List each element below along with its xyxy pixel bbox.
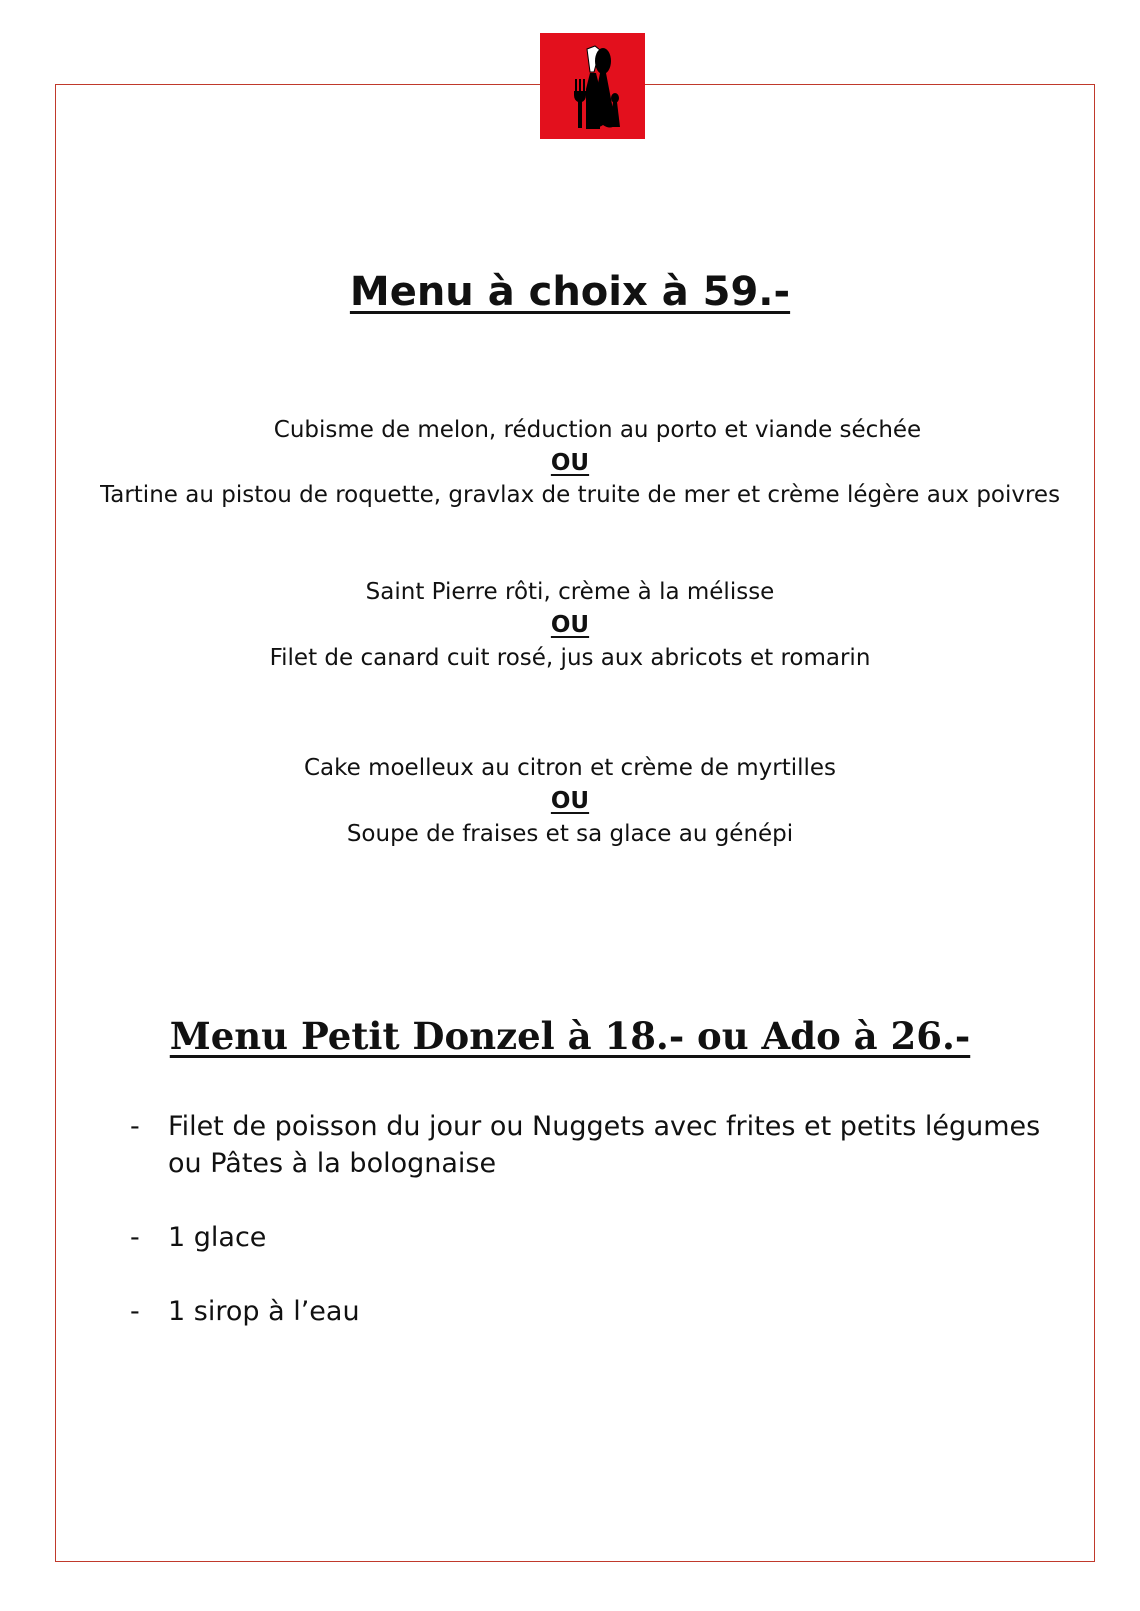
list-item (130, 1219, 1060, 1256)
dessert-separator: OU (550, 788, 590, 814)
starter-option-2: Tartine au pistou de roquette, gravlax de truite de mer et crème légère aux poivres (100, 482, 1061, 508)
bullet-dash: - (130, 1222, 140, 1253)
cutlery-icon (540, 33, 645, 139)
dessert-option-2: Soupe de fraises et sa glace au génépi (346, 821, 794, 847)
list-item-text: Filet de poisson du jour ou Nuggets avec frites et petits légumes ou Pâtes à la bolognaise (168, 1111, 1041, 1179)
main-separator: OU (550, 612, 590, 638)
starter-separator: OU (550, 450, 590, 476)
main-option-2: Filet de canard cuit rosé, jus aux abricots et romarin (269, 645, 871, 671)
list-item-text: 1 glace (168, 1222, 267, 1253)
bullet-dash: - (130, 1296, 140, 1327)
kids-menu-title: Menu Petit Donzel à 18.- ou Ado à 26.- (169, 1014, 971, 1058)
menu-title: Menu à choix à 59.- (349, 269, 791, 315)
main-course (0, 576, 1140, 675)
dessert-course (0, 752, 1140, 851)
starter-option-1: Cubisme de melon, réduction au porto et viande séchée (273, 417, 922, 443)
list-item (130, 1293, 1060, 1330)
kids-menu-list (130, 1108, 1060, 1367)
dessert-option-1: Cake moelleux au citron et crème de myrtilles (303, 755, 837, 781)
starter-course (0, 414, 1140, 480)
starter-option-2-container (100, 479, 1085, 515)
restaurant-logo (540, 33, 645, 139)
list-item (130, 1108, 1060, 1182)
main-option-1: Saint Pierre rôti, crème à la mélisse (365, 579, 775, 605)
list-item-text: 1 sirop à l’eau (168, 1296, 360, 1327)
bullet-dash: - (130, 1111, 140, 1142)
